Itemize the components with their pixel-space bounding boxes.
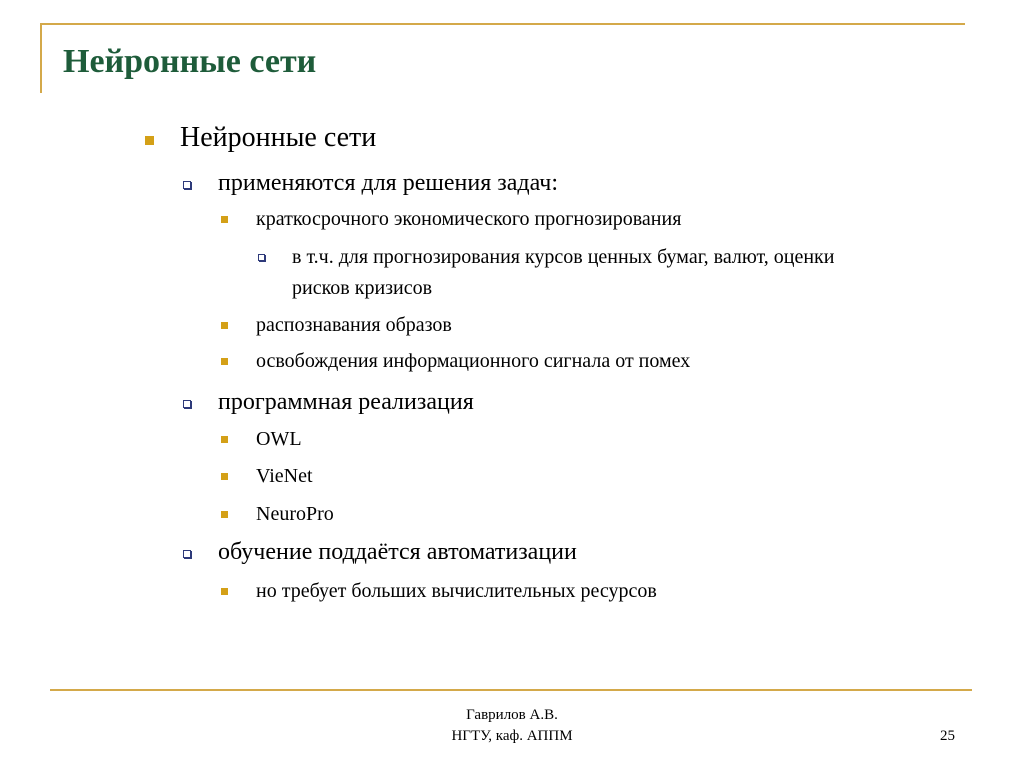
filled-square-bullet-icon bbox=[221, 473, 228, 480]
filled-square-bullet-icon bbox=[145, 136, 154, 145]
filled-square-bullet-icon bbox=[221, 436, 228, 443]
hollow-square-bullet-icon bbox=[258, 254, 265, 261]
filled-square-bullet-icon bbox=[221, 588, 228, 595]
footer-divider bbox=[50, 689, 972, 691]
hollow-square-bullet-icon bbox=[183, 550, 191, 558]
hollow-square-bullet-icon bbox=[183, 181, 191, 189]
title-frame-left-line bbox=[40, 23, 42, 93]
footer-organization: НГТУ, каф. АППМ bbox=[451, 728, 573, 744]
filled-square-bullet-icon bbox=[221, 358, 228, 365]
slide: Нейронные сети Нейронные сети применяются для решения задач: краткосрочного экономического прогнозирования в т.ч. для прогнозирования курсов ценных бумаг, валют, оценки рисков кризисов распознавания образов освобождения информационного сигнала от помех программная реализация OWL VieNet NeuroPro обучение поддаётся автоматизации но требует больших вычислительных ресурсов Гаврилов А.В. НГТУ, каф. АППМ 25 bbox=[0, 0, 1024, 768]
page-number: 25 bbox=[940, 728, 955, 744]
filled-square-bullet-icon bbox=[221, 216, 228, 223]
filled-square-bullet-icon bbox=[221, 511, 228, 518]
hollow-square-bullet-icon bbox=[183, 400, 191, 408]
filled-square-bullet-icon bbox=[221, 322, 228, 329]
title-frame-top-line bbox=[40, 23, 965, 25]
slide-title: Нейронные сети bbox=[63, 43, 317, 80]
footer-author: Гаврилов А.В. bbox=[466, 707, 558, 723]
